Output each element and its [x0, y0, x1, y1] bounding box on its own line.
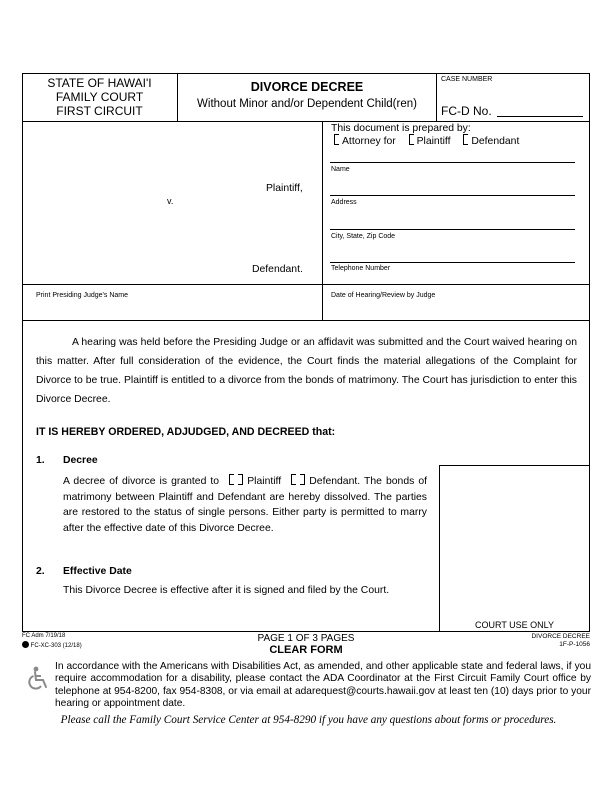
telephone-label: Telephone Number	[331, 265, 391, 272]
defendant-checkbox[interactable]	[463, 134, 468, 145]
decree-plaintiff-checkbox[interactable]	[229, 474, 234, 485]
judge-row-divider	[322, 284, 323, 320]
section2-title: Effective Date	[63, 566, 132, 577]
section1-defendant: Defendant. The	[309, 476, 382, 487]
fcd-number-field[interactable]	[497, 116, 583, 117]
address-field[interactable]	[330, 195, 575, 196]
plaintiff-label: Plaintiff,	[266, 183, 303, 194]
court-use-box	[439, 465, 590, 632]
case-number-label: CASE NUMBER	[441, 76, 493, 83]
court-state: STATE OF HAWAI'I	[47, 76, 152, 90]
plaintiff-checkbox[interactable]	[409, 134, 414, 145]
page-number: PAGE 1 OF 3 PAGES	[257, 633, 355, 644]
city-state-zip-field[interactable]	[330, 229, 575, 230]
fcd-number-label: FC-D No.	[441, 104, 492, 118]
section1-title: Decree	[63, 455, 98, 466]
section1-plaintiff: Plaintiff	[247, 476, 282, 487]
court-use-label: COURT USE ONLY	[474, 620, 555, 630]
decree-defendant-checkbox-right	[300, 474, 305, 485]
address-label: Address	[331, 199, 357, 206]
defendant-option-label: Defendant	[471, 136, 520, 147]
prepared-by-intro: This document is prepared by:	[331, 123, 471, 134]
city-state-zip-label: City, State, Zip Code	[331, 233, 396, 240]
document-title: DIVORCE DECREE	[250, 80, 364, 94]
right-form-code-2: 1F-P-1056	[559, 641, 590, 648]
section1-pre: A decree of divorce is granted to	[63, 476, 220, 487]
telephone-field[interactable]	[330, 262, 575, 263]
section1-number: 1.	[36, 455, 45, 466]
section1-text	[63, 474, 427, 536]
parties-bottom-line	[22, 284, 590, 285]
name-field[interactable]	[330, 162, 575, 163]
form-code-2-text: FC-XC-303 (12/18)	[30, 643, 82, 649]
defendant-label: Defendant.	[252, 264, 303, 275]
presiding-judge-label: Print Presiding Judge's Name	[36, 292, 128, 299]
clear-form-button[interactable]: CLEAR FORM	[269, 644, 343, 656]
judge-row-bottom-line	[22, 320, 590, 321]
recycle-icon	[22, 641, 29, 648]
header-divider-right	[436, 73, 437, 121]
wheelchair-icon	[26, 666, 50, 692]
plaintiff-option-label: Plaintiff	[416, 136, 451, 147]
parties-divider	[322, 121, 323, 284]
header-bottom-line	[22, 121, 590, 122]
versus-label: v.	[167, 196, 174, 206]
section1-rest: bonds of matrimony between Plaintiff and Defendant are hereby dissolved. The parties are restored to the status of single persons. Either party is permitted to marry after the effective date of this Divorce Decree.	[63, 476, 428, 534]
attorney-option-label: Attorney for	[342, 136, 396, 147]
decree-defendant-checkbox[interactable]	[291, 474, 296, 485]
intro-paragraph: A hearing was held before the Presiding Judge or an affidavit was submitted and the Court waived hearing on this matter. After full consideration of the evidence, the Court finds the material allegations of the Complaint for Divorce to be true. Plaintiff is entitled to a divorce from the bonds of matrimony. The Court has jurisdiction to enter this Divorce Decree.	[36, 337, 577, 405]
section2-text: This Divorce Decree is effective after it is signed and filed by the Court.	[63, 585, 390, 596]
hearing-date-label: Date of Hearing/Review by Judge	[331, 292, 436, 299]
prepared-by-options	[334, 134, 519, 147]
court-circuit: FIRST CIRCUIT	[56, 104, 143, 118]
form-code-2	[22, 641, 82, 649]
court-name-block	[22, 76, 177, 118]
service-center-note: Please call the Family Court Service Center at 954-8290 if you have any questions about forms or procedures.	[60, 714, 557, 726]
name-label: Name	[331, 166, 350, 173]
decree-plaintiff-checkbox-right	[238, 474, 243, 485]
document-subtitle: Without Minor and/or Dependent Child(ren)	[197, 98, 417, 110]
section2-number: 2.	[36, 566, 45, 577]
ada-notice: In accordance with the Americans with Disabilities Act, as amended, and other applicable state and federal laws, if you require accommodation for a disability, please contact the ADA Coordinator at the First Circuit Family Court office by telephone at 954-8200, fax 954-8308, or via email at adarequest@courts.hawaii.gov at least ten (10) days prior to your hearing or appointment date.	[55, 661, 591, 710]
ordered-heading: IT IS HEREBY ORDERED, ADJUDGED, AND DECREED that:	[36, 426, 336, 438]
attorney-checkbox[interactable]	[334, 134, 339, 145]
court-family: FAMILY COURT	[55, 90, 144, 104]
form-code-1: FC Adm 7/19/18	[22, 633, 66, 639]
right-form-code-1: DIVORCE DECREE	[531, 633, 590, 640]
